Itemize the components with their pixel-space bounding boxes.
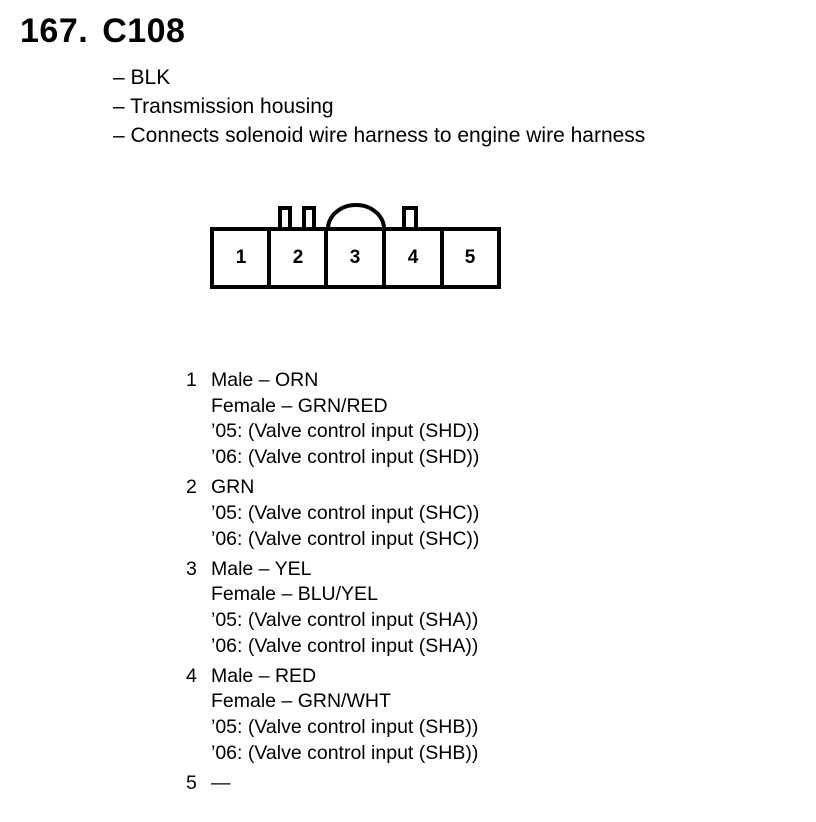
cavity-label-3: 3 — [349, 247, 361, 268]
pin-line: Female – GRN/WHT — [211, 690, 391, 713]
pin-line: Male – YEL — [211, 557, 312, 580]
pin-number: 4 — [186, 664, 197, 687]
pin-entry-2 — [186, 475, 479, 552]
pin-line: Male – ORN — [211, 369, 319, 391]
pin-line: ’06: (Valve control input (SHD)) — [211, 446, 480, 469]
latch-tab — [280, 208, 290, 229]
pin-number: 3 — [186, 557, 197, 580]
cavity-label-5: 5 — [464, 247, 476, 268]
description-function: – Connects solenoid wire harness to engine wire harness — [113, 124, 646, 147]
connector-description — [113, 63, 645, 150]
pin-line: Male – RED — [211, 664, 317, 687]
pin-line: ’05: (Valve control input (SHC)) — [211, 501, 480, 524]
pin-line: — — [211, 771, 231, 794]
pin-entry-1 — [186, 368, 479, 471]
key-arch — [328, 205, 384, 229]
connector-number: 167. — [20, 12, 89, 50]
pin-line: Female – GRN/RED — [211, 394, 388, 417]
pin-number: 2 — [186, 476, 197, 499]
pin-line: ’05: (Valve control input (SHB)) — [211, 716, 479, 739]
cavity-label-2: 2 — [292, 247, 304, 268]
description-location: – Transmission housing — [113, 95, 334, 118]
latch-tab — [304, 208, 314, 229]
pin-line: ’06: (Valve control input (SHA)) — [211, 634, 479, 657]
pin-number: 1 — [186, 369, 197, 391]
pin-line: Female – BLU/YEL — [211, 583, 378, 606]
pin-line: ’06: (Valve control input (SHC)) — [211, 527, 480, 550]
connector-title — [20, 10, 185, 52]
pin-number: 5 — [186, 771, 197, 794]
pin-line: ’05: (Valve control input (SHD)) — [211, 420, 480, 443]
description-color: – BLK — [113, 66, 171, 89]
pinout-list — [186, 368, 479, 801]
pin-entry-5 — [186, 771, 479, 797]
pin-line: GRN — [211, 476, 255, 499]
pin-entry-4 — [186, 664, 479, 767]
cavity-label-1: 1 — [235, 247, 247, 268]
connector-id: C108 — [102, 12, 186, 50]
pin-line: ’05: (Valve control input (SHA)) — [211, 608, 479, 631]
pin-entry-3 — [186, 557, 479, 660]
connector-face-diagram — [205, 200, 505, 295]
latch-tab — [404, 208, 416, 229]
pin-line: ’06: (Valve control input (SHB)) — [211, 741, 479, 764]
cavity-label-4: 4 — [407, 247, 419, 268]
